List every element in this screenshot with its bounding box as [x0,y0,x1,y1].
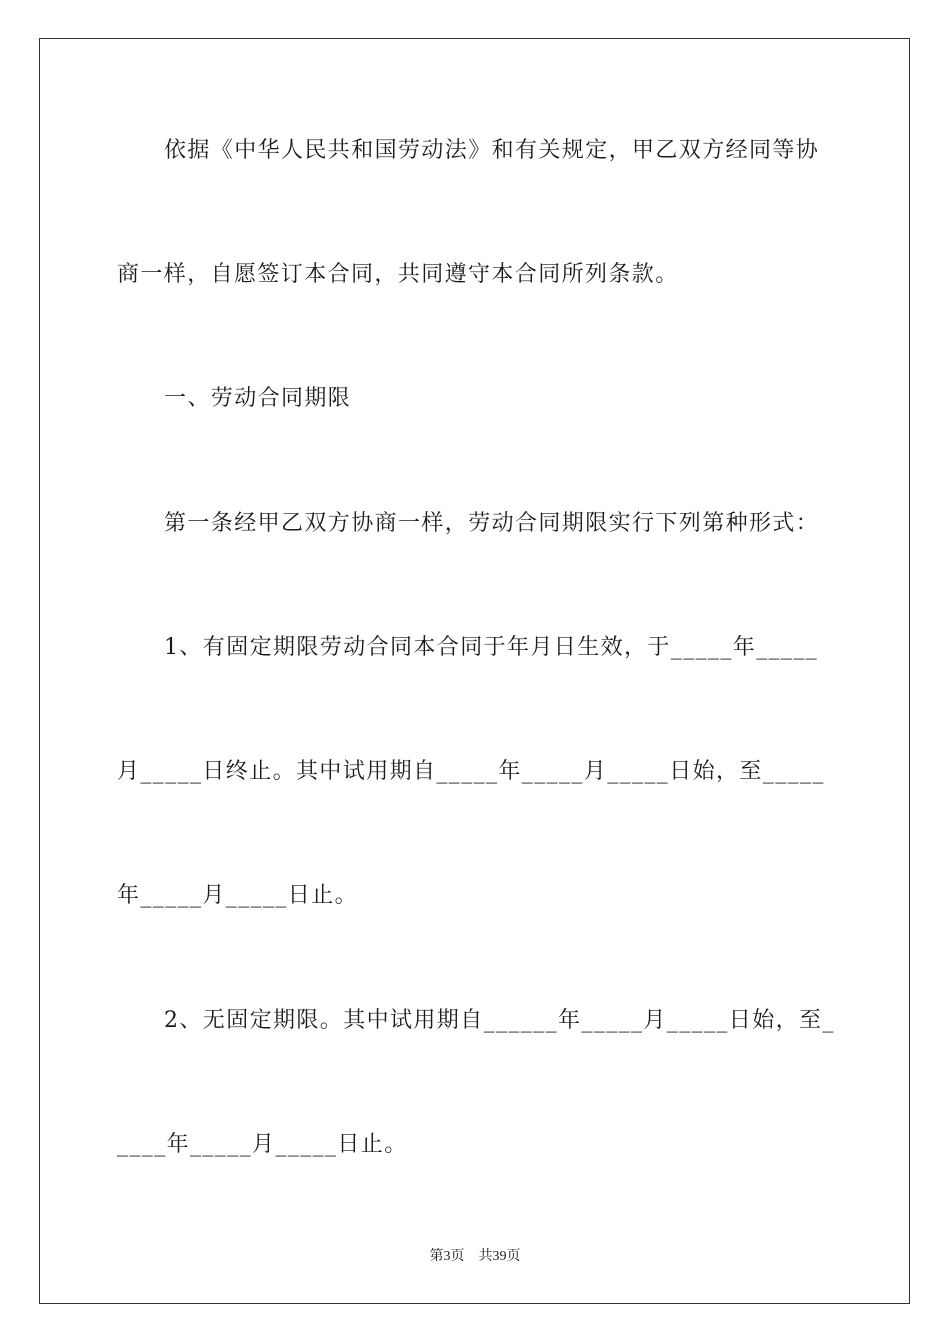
paragraph-line: 商一样，自愿签订本合同，共同遵守本合同所列条款。 [117,262,679,287]
paragraph-line: 依据《中华人民共和国劳动法》和有关规定，甲乙双方经同等协 [164,138,820,163]
article-line: 第一条经甲乙双方协商一样，劳动合同期限实行下列第种形式： [164,511,820,536]
section-heading: 一、劳动合同期限 [164,386,352,411]
clause-line: ____年_____月_____日止。 [117,1132,408,1157]
clause-line: 1、有固定期限劳动合同本合同于年月日生效，于_____年_____ [164,635,819,660]
clause-line: 年_____月_____日止。 [117,883,359,908]
page-border [39,38,910,1304]
current-page-number: 第3页 [429,1249,465,1264]
clause-line: 2、无固定期限。其中试用期自______年_____月_____日始，至_ [164,1008,835,1033]
total-page-count: 共39页 [478,1249,521,1264]
page-footer [0,1248,950,1266]
clause-line: 月_____日终止。其中试用期自_____年_____月_____日始，至_____ [117,759,825,784]
